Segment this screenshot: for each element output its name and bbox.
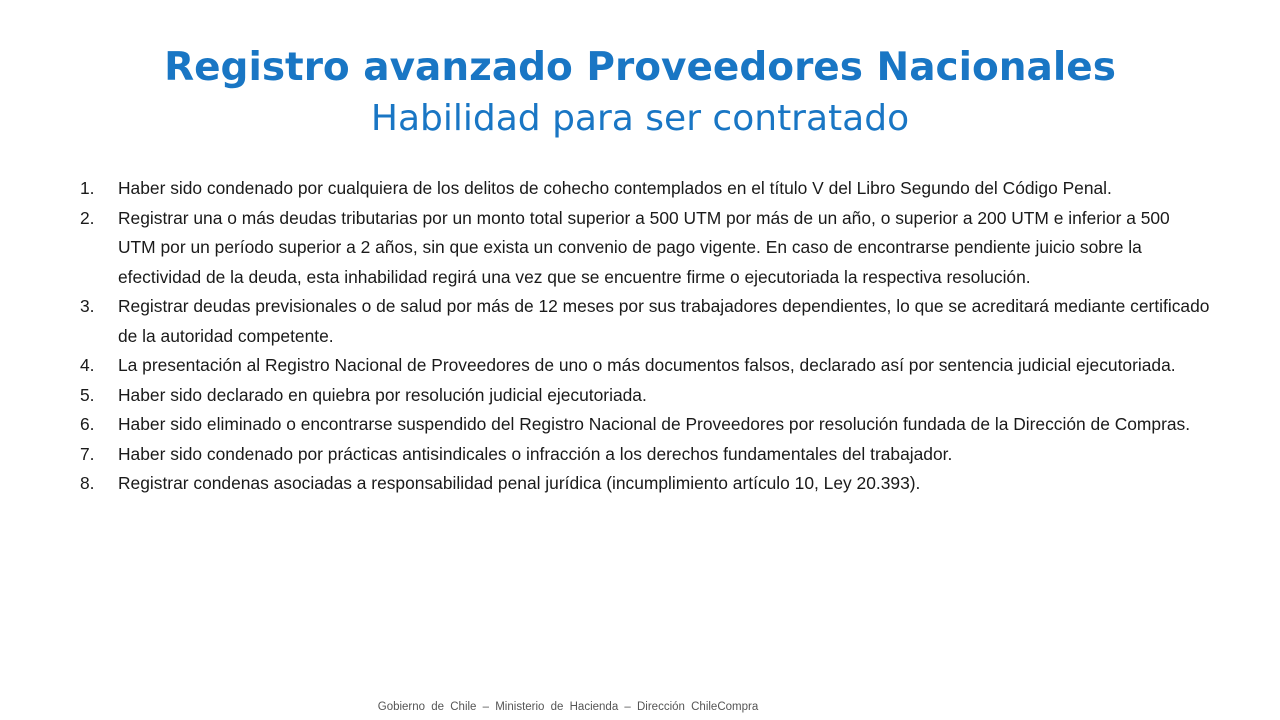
list-item-text: Haber sido eliminado o encontrarse suspendido del Registro Nacional de Proveedores por resolución fundada de la Dirección de Compras.: [118, 414, 1191, 434]
list-item-text: Registrar condenas asociadas a responsabilidad penal jurídica (incumplimiento artículo 10, Ley 20.393).: [118, 473, 921, 493]
list-item: [80, 351, 1210, 381]
list-item-number: 5.: [80, 384, 95, 405]
list-item-number: 8.: [80, 473, 95, 493]
list-item-text: Registrar deudas previsionales o de salud por más de 12 meses por sus trabajadores dependientes, lo que se acreditará mediante certificado de la autoridad competente.: [118, 296, 1210, 346]
list-item: [80, 410, 1210, 440]
list-item-text: Haber sido condenado por cualquiera de los delitos de cohecho contemplados en el título V del Libro Segundo del Código Penal.: [118, 178, 1112, 198]
requirements-list: [80, 174, 1210, 499]
list-item: [80, 292, 1210, 351]
list-item-number: 7.: [80, 443, 95, 464]
list-item-text: Haber sido declarado en quiebra por resolución judicial ejecutoriada.: [118, 384, 647, 405]
slide-title: Registro avanzado Proveedores Nacionales: [164, 45, 1116, 90]
list-item-number: 1.: [80, 178, 95, 198]
list-item-number: 6.: [80, 414, 95, 434]
list-item-text: Haber sido condenado por prácticas antisindicales o infracción a los derechos fundamentales del trabajador.: [118, 443, 953, 464]
list-item: [80, 469, 1210, 499]
list-item: [80, 174, 1210, 204]
list-item: [80, 440, 1210, 470]
list-item-text: Registrar una o más deudas tributarias por un monto total superior a 500 UTM por más de un año, o superior a 200 UTM e inferior a 500 UTM por un período superior a 2 años, sin que exista un convenio de pago vigente. En caso de encontrarse pendiente juicio sobre la efectividad de la deuda, esta inhabilidad regirá una vez que se encuentre firme o ejecutoriada la respectiva resolución.: [118, 207, 1170, 287]
list-item: [80, 204, 1210, 293]
list-item-number: 2.: [80, 207, 95, 228]
list-item: [80, 381, 1210, 411]
slide-subtitle: Habilidad para ser contratado: [370, 98, 910, 139]
list-item-number: 4.: [80, 355, 95, 375]
list-item-number: 3.: [80, 296, 95, 316]
list-item-text: La presentación al Registro Nacional de Proveedores de uno o más documentos falsos, declarado así por sentencia judicial ejecutoriada.: [118, 355, 1176, 375]
slide-footer: Gobierno de Chile – Ministerio de Hacienda – Dirección ChileCompra: [377, 701, 759, 713]
